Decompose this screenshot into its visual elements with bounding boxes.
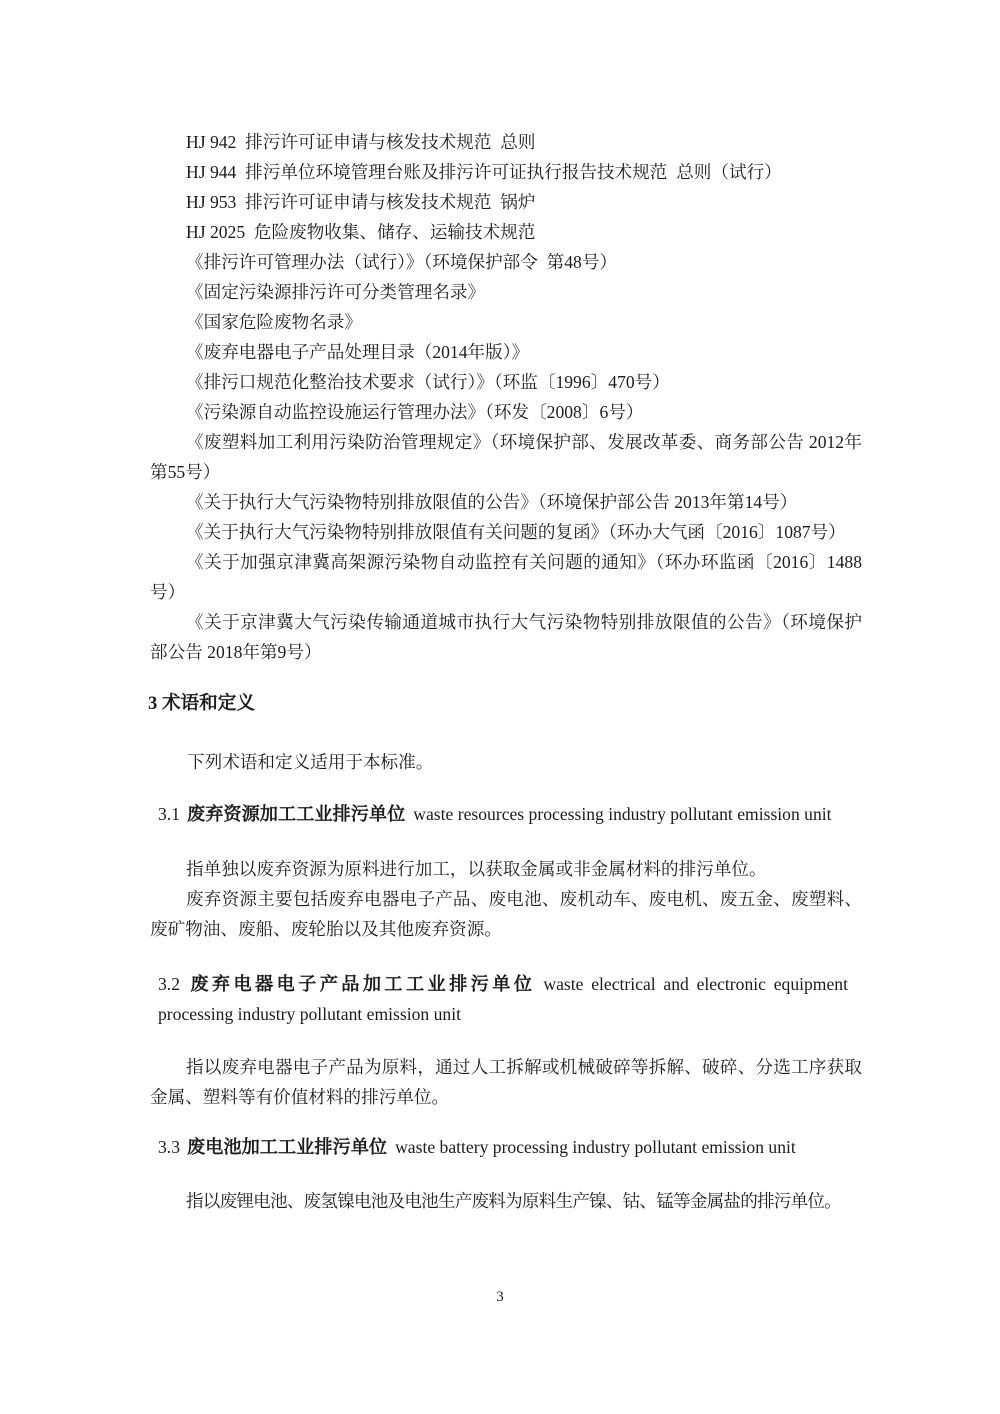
reference-item: 《排污口规范化整治技术要求（试行）》（环监〔1996〕470号） <box>186 372 670 392</box>
term-number: 3.3 <box>158 1137 180 1157</box>
term-3-1-definition <box>150 854 862 944</box>
term-number: 3.2 <box>158 974 180 994</box>
reference-item: 《国家危险废物名录》 <box>186 312 362 332</box>
term-3-2-heading <box>158 969 848 1029</box>
term-3-1-heading <box>158 799 848 829</box>
term-name-en: waste battery processing industry pollutant emission unit <box>395 1137 796 1157</box>
reference-item: HJ 2025 危险废物收集、储存、运输技术规范 <box>186 222 536 242</box>
term-3-3-definition <box>150 1186 862 1216</box>
reference-item: HJ 944 排污单位环境管理台账及排污许可证执行报告技术规范 总则（试行） <box>186 162 782 182</box>
definition-paragraph: 指以废弃电器电子产品为原料，通过人工拆解或机械破碎等拆解、破碎、分选工序获取金属、塑料等有价值材料的排污单位。 <box>150 1057 862 1107</box>
reference-item: 《关于执行大气污染物特别排放限值有关问题的复函》（环办大气函〔2016〕1087号） <box>186 522 846 542</box>
term-name-en: waste electrical and electronic equipment processing industry pollutant emission unit <box>158 974 848 1024</box>
term-name-zh: 废弃资源加工工业排污单位 <box>187 804 406 824</box>
section-3-intro: 下列术语和定义适用于本标准。 <box>187 752 434 772</box>
term-name-en: waste resources processing industry pollutant emission unit <box>413 804 832 824</box>
reference-item: 《关于加强京津冀高架源污染物自动监控有关问题的通知》（环办环监函〔2016〕1488号） <box>150 552 862 602</box>
reference-item: 《固定污染源排污许可分类管理名录》 <box>186 282 486 302</box>
term-name-zh: 废电池加工工业排污单位 <box>187 1137 388 1157</box>
reference-item: 《废塑料加工利用污染防治管理规定》（环境保护部、发展改革委、商务部公告 2012年第55号） <box>150 432 862 482</box>
definition-paragraph: 废弃资源主要包括废弃电器电子产品、废电池、废机动车、废电机、废五金、废塑料、废矿物油、废船、废轮胎以及其他废弃资源。 <box>150 889 862 939</box>
reference-item: HJ 942 排污许可证申请与核发技术规范 总则 <box>186 132 536 152</box>
reference-item: 《排污许可管理办法（试行）》（环境保护部令 第48号） <box>186 252 618 272</box>
reference-item: 《关于执行大气污染物特别排放限值的公告》（环境保护部公告 2013年第14号） <box>186 492 798 512</box>
reference-item: 《污染源自动监控设施运行管理办法》（环发〔2008〕6号） <box>186 402 644 422</box>
term-3-3-heading <box>158 1132 848 1162</box>
reference-item: HJ 953 排污许可证申请与核发技术规范 锅炉 <box>186 192 536 212</box>
reference-item: 《废弃电器电子产品处理目录（2014年版）》 <box>186 342 530 362</box>
reference-item: 《关于京津冀大气污染传输通道城市执行大气污染物特别排放限值的公告》（环境保护部公告 2018年第9号） <box>150 612 862 662</box>
references-list <box>150 127 862 667</box>
term-number: 3.1 <box>158 804 180 824</box>
definition-paragraph: 指单独以废弃资源为原料进行加工，以获取金属或非金属材料的排污单位。 <box>186 859 767 879</box>
definition-paragraph: 指以废锂电池、废氢镍电池及电池生产废料为原料生产镍、钴、锰等金属盐的排污单位。 <box>186 1191 841 1211</box>
term-name-zh: 废弃电器电子产品加工工业排污单位 <box>187 974 536 994</box>
term-3-2-definition <box>150 1052 862 1112</box>
section-3-heading: 3 术语和定义 <box>148 693 255 714</box>
page-number: 3 <box>496 1289 504 1305</box>
